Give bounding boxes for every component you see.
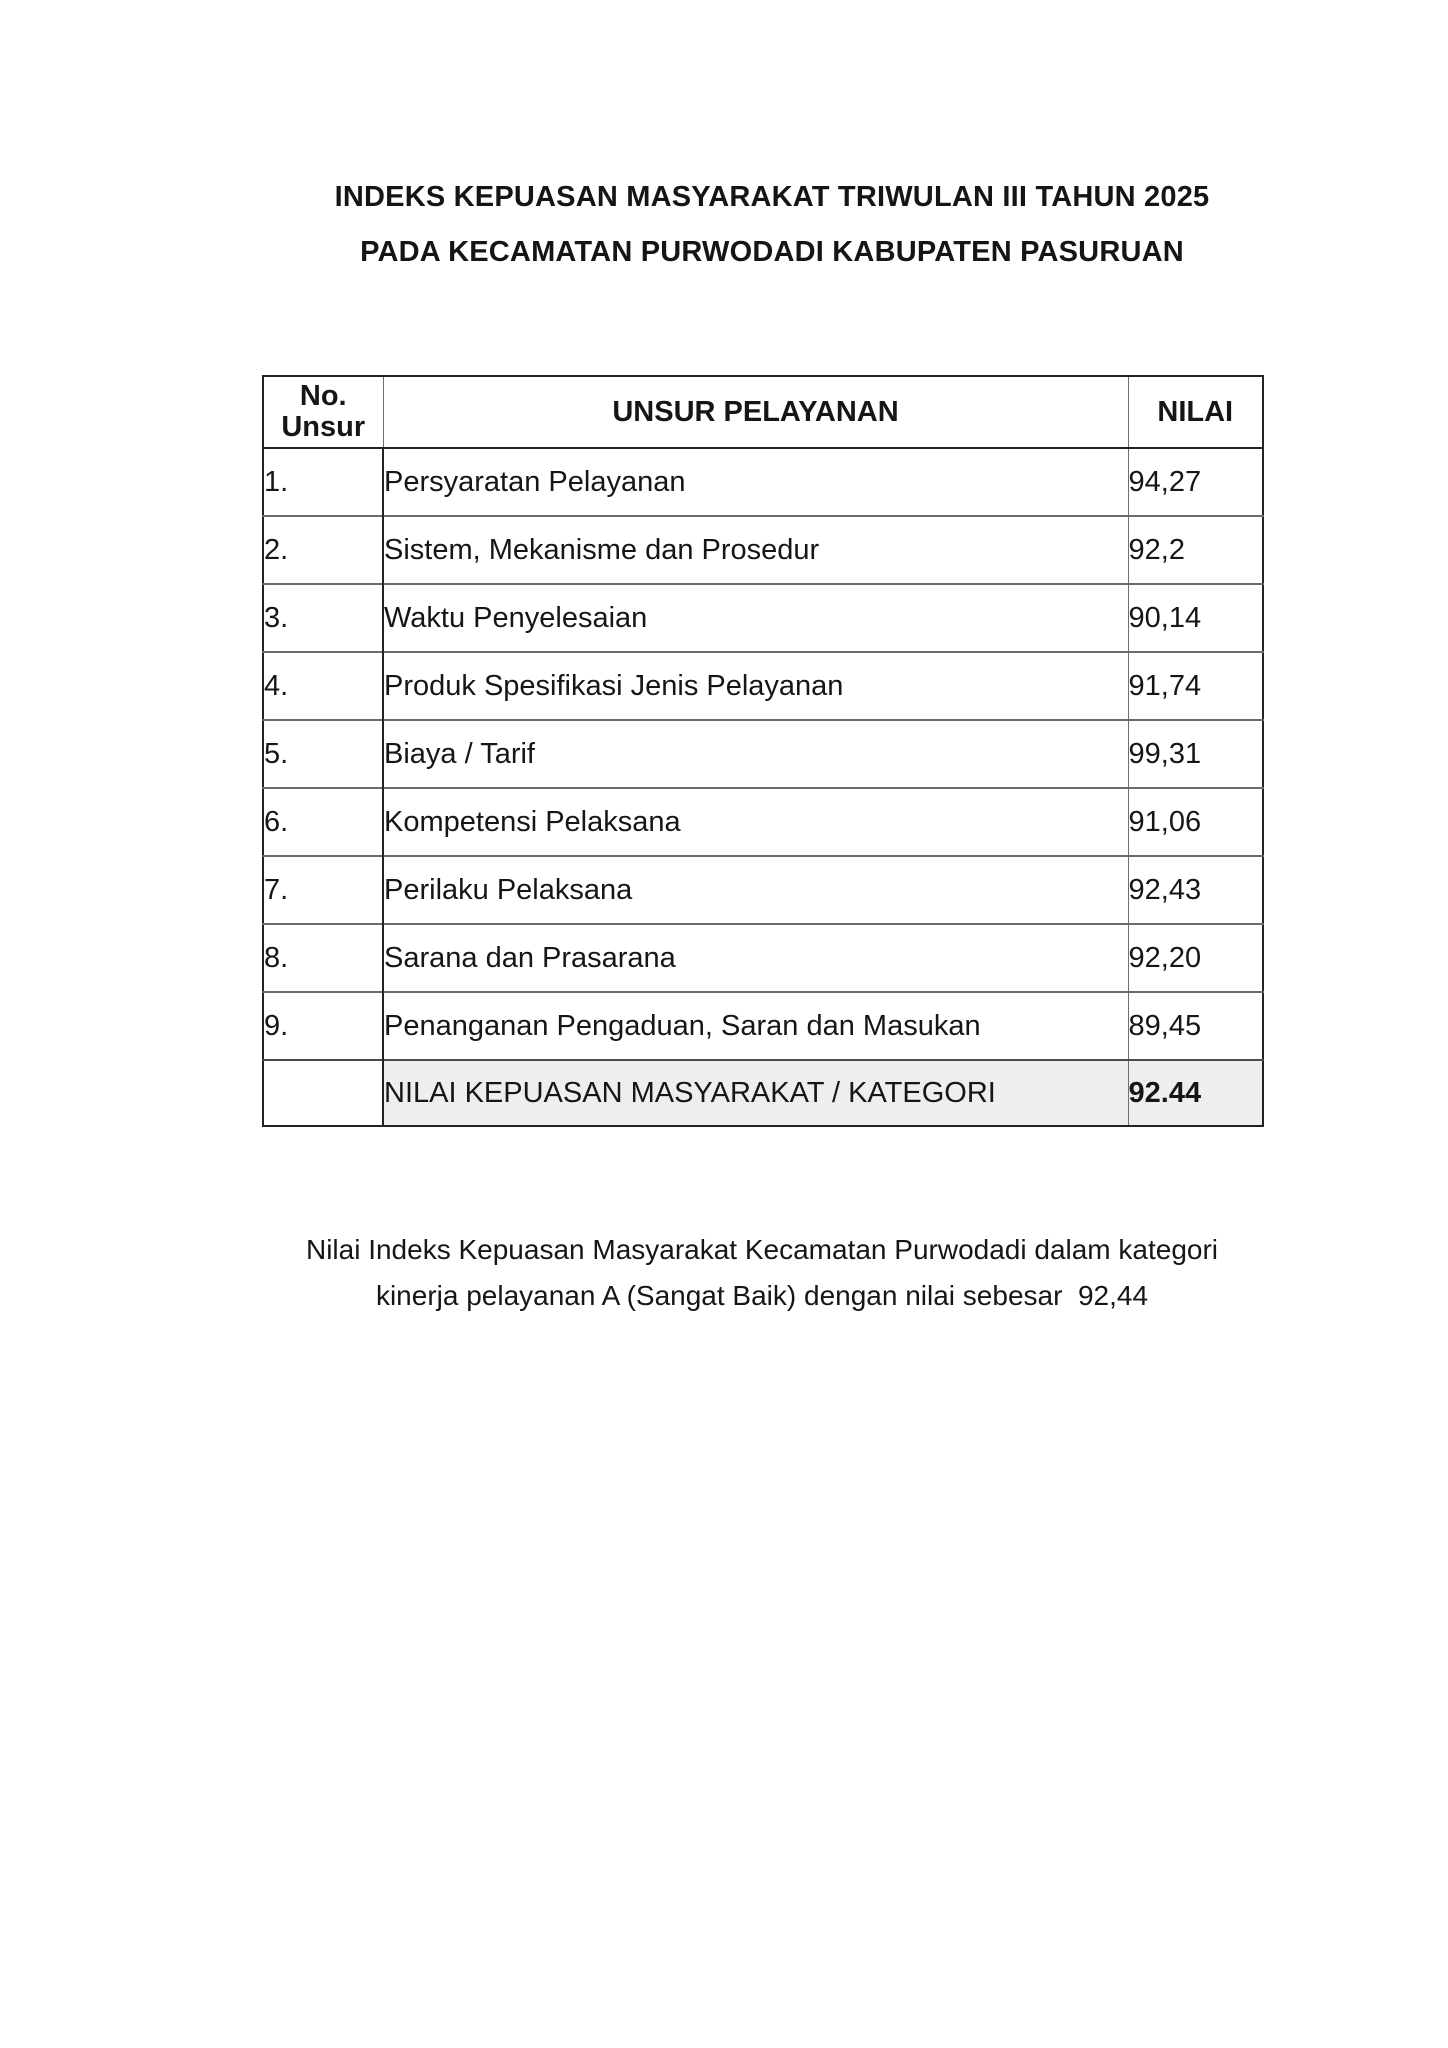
cell-no: 1.	[263, 448, 383, 516]
cell-unsur: Sistem, Mekanisme dan Prosedur	[383, 516, 1128, 584]
cell-nilai: 92,43	[1128, 856, 1263, 924]
table-row	[263, 924, 1263, 992]
cell-no: 3.	[263, 584, 383, 652]
cell-unsur: Persyaratan Pelayanan	[383, 448, 1128, 516]
cell-unsur: Waktu Penyelesaian	[383, 584, 1128, 652]
cell-nilai: 94,27	[1128, 448, 1263, 516]
cell-nilai: 91,06	[1128, 788, 1263, 856]
cell-nilai: 92,20	[1128, 924, 1263, 992]
summary-value-cell: 92.44	[1128, 1060, 1263, 1126]
cell-no: 4.	[263, 652, 383, 720]
cell-no: 7.	[263, 856, 383, 924]
footer-note	[212, 1227, 1312, 1319]
cell-unsur: Perilaku Pelaksana	[383, 856, 1128, 924]
table-row	[263, 856, 1263, 924]
cell-no: 2.	[263, 516, 383, 584]
cell-no: 6.	[263, 788, 383, 856]
header-cell-nilai: NILAI	[1128, 376, 1263, 448]
cell-nilai: 89,45	[1128, 992, 1263, 1060]
table-row	[263, 448, 1263, 516]
cell-nilai: 99,31	[1128, 720, 1263, 788]
table-row	[263, 720, 1263, 788]
cell-nilai: 90,14	[1128, 584, 1263, 652]
cell-unsur: Kompetensi Pelaksana	[383, 788, 1128, 856]
header-no-line2: Unsur	[281, 411, 366, 443]
title-line-2: PADA KECAMATAN PURWODADI KABUPATEN PASURUAN	[360, 236, 1184, 268]
summary-label-cell: NILAI KEPUASAN MASYARAKAT / KATEGORI	[383, 1060, 1128, 1126]
table-row	[263, 584, 1263, 652]
footer-line-1: Nilai Indeks Kepuasan Masyarakat Kecamatan Purwodadi dalam kategori	[305, 1234, 1219, 1265]
table-row	[263, 788, 1263, 856]
title-line-1: INDEKS KEPUASAN MASYARAKAT TRIWULAN III TAHUN 2025	[334, 181, 1210, 213]
ikm-score-table	[262, 375, 1264, 1127]
cell-no: 5.	[263, 720, 383, 788]
cell-unsur: Penanganan Pengaduan, Saran dan Masukan	[383, 992, 1128, 1060]
summary-empty-cell	[263, 1060, 383, 1126]
header-no-line1: No.	[299, 380, 347, 412]
cell-no: 9.	[263, 992, 383, 1060]
table-row	[263, 652, 1263, 720]
summary-row	[263, 1060, 1263, 1126]
footer-line-2: kinerja pelayanan A (Sangat Baik) dengan nilai sebesar 92,44	[375, 1280, 1149, 1311]
document-title	[222, 170, 1322, 280]
table-row	[263, 992, 1263, 1060]
table-header-row	[263, 376, 1263, 448]
cell-unsur: Biaya / Tarif	[383, 720, 1128, 788]
cell-nilai: 91,74	[1128, 652, 1263, 720]
header-cell-unsur-pelayanan: UNSUR PELAYANAN	[383, 376, 1128, 448]
cell-unsur: Produk Spesifikasi Jenis Pelayanan	[383, 652, 1128, 720]
cell-unsur: Sarana dan Prasarana	[383, 924, 1128, 992]
table-row	[263, 516, 1263, 584]
cell-no: 8.	[263, 924, 383, 992]
header-cell-no-unsur	[263, 376, 383, 448]
cell-nilai: 92,2	[1128, 516, 1263, 584]
